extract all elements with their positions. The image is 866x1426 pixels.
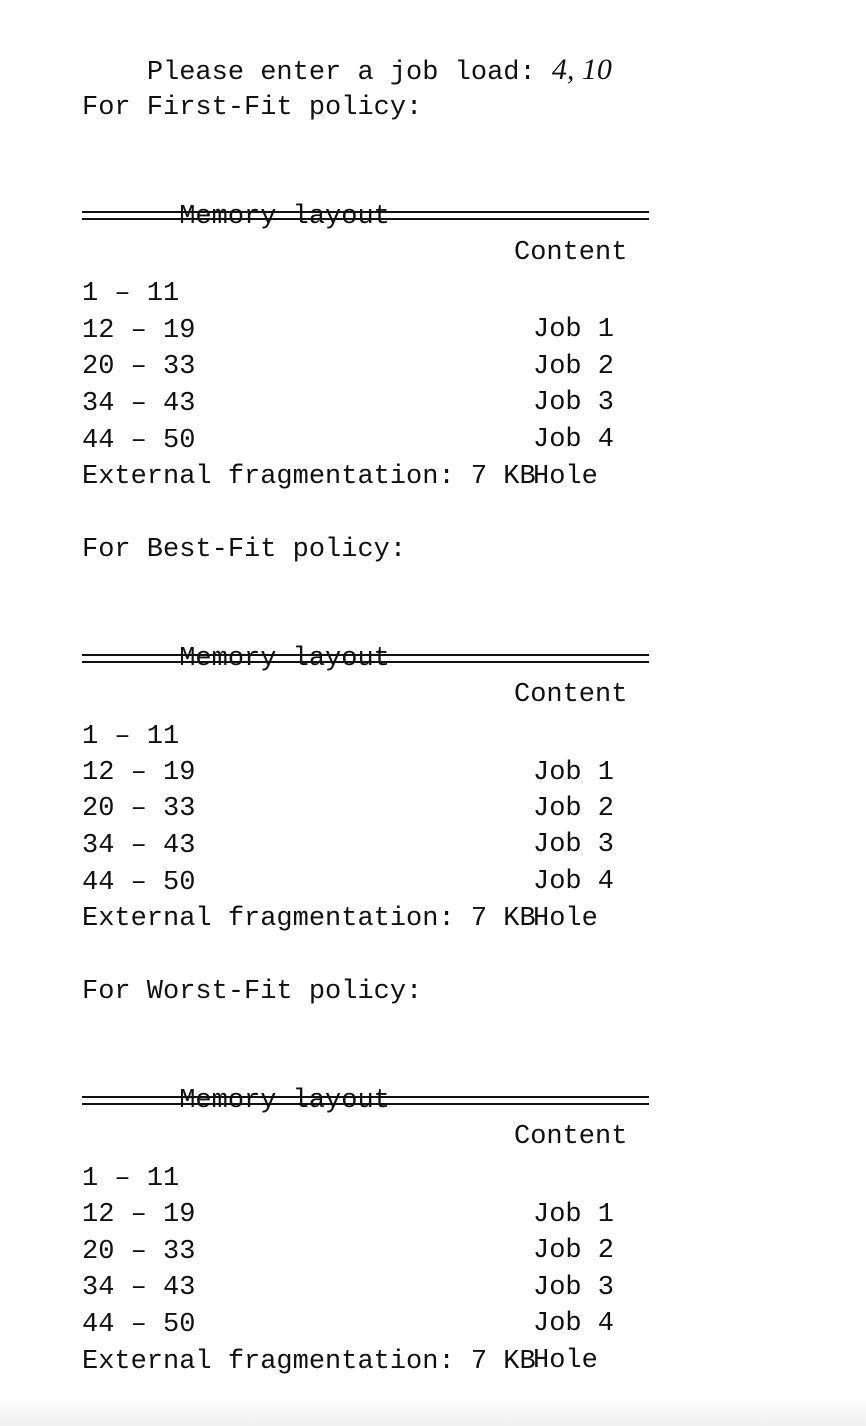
memory-content: Job 4 [533, 1309, 615, 1339]
memory-content: Job 1 [533, 758, 615, 788]
external-fragmentation: External fragmentation: 7 KB [82, 904, 536, 934]
memory-content: Job 4 [533, 425, 615, 455]
memory-content: Job 1 [533, 1200, 615, 1230]
job-load-value: 4, 10 [551, 53, 612, 86]
memory-range: 12 – 19 [82, 758, 196, 788]
policy-heading: For Worst-Fit policy: [82, 977, 423, 1007]
memory-range: 44 – 50 [82, 1310, 196, 1340]
column-header-content: Content [514, 238, 628, 268]
page-bottom-edge [0, 1398, 866, 1426]
memory-range: 1 – 11 [82, 1164, 180, 1194]
header-divider [82, 654, 649, 663]
header-divider [82, 1096, 649, 1105]
memory-range: 1 – 11 [82, 722, 180, 752]
memory-range: 1 – 11 [82, 279, 180, 309]
column-header-content: Content [514, 680, 628, 710]
memory-content: Job 1 [533, 315, 615, 345]
memory-content: Job 2 [533, 1236, 615, 1266]
memory-range: 34 – 43 [82, 1273, 196, 1303]
memory-range: 44 – 50 [82, 426, 196, 456]
memory-range: 34 – 43 [82, 389, 196, 419]
memory-content: Job 3 [533, 388, 615, 418]
memory-range: 12 – 19 [82, 1200, 196, 1230]
memory-content: Hole [533, 1346, 598, 1376]
column-header-memory-layout: Memory layout [179, 202, 390, 232]
memory-range: 20 – 33 [82, 1237, 196, 1267]
external-fragmentation: External fragmentation: 7 KB [82, 462, 536, 492]
external-fragmentation: External fragmentation: 7 KB [82, 1347, 536, 1377]
column-header-content: Content [514, 1122, 628, 1152]
memory-range: 20 – 33 [82, 352, 196, 382]
policy-heading: For First-Fit policy: [82, 93, 423, 123]
memory-range: 20 – 33 [82, 794, 196, 824]
memory-content: Hole [533, 904, 598, 934]
memory-range: 44 – 50 [82, 868, 196, 898]
memory-content: Hole [533, 462, 598, 492]
job-load-prompt-label: Please enter a job load: [146, 58, 552, 88]
policy-heading: For Best-Fit policy: [82, 535, 407, 565]
header-divider [82, 211, 649, 220]
column-header-memory-layout: Memory layout [179, 1086, 390, 1116]
table-row [82, 1271, 682, 1415]
memory-content: Job 2 [533, 794, 615, 824]
column-header-memory-layout: Memory layout [179, 644, 390, 674]
memory-content: Job 3 [533, 1273, 615, 1303]
memory-range: 12 – 19 [82, 316, 196, 346]
memory-content: Job 3 [533, 830, 615, 860]
memory-content: Job 4 [533, 867, 615, 897]
memory-content: Job 2 [533, 352, 615, 382]
memory-range: 34 – 43 [82, 831, 196, 861]
